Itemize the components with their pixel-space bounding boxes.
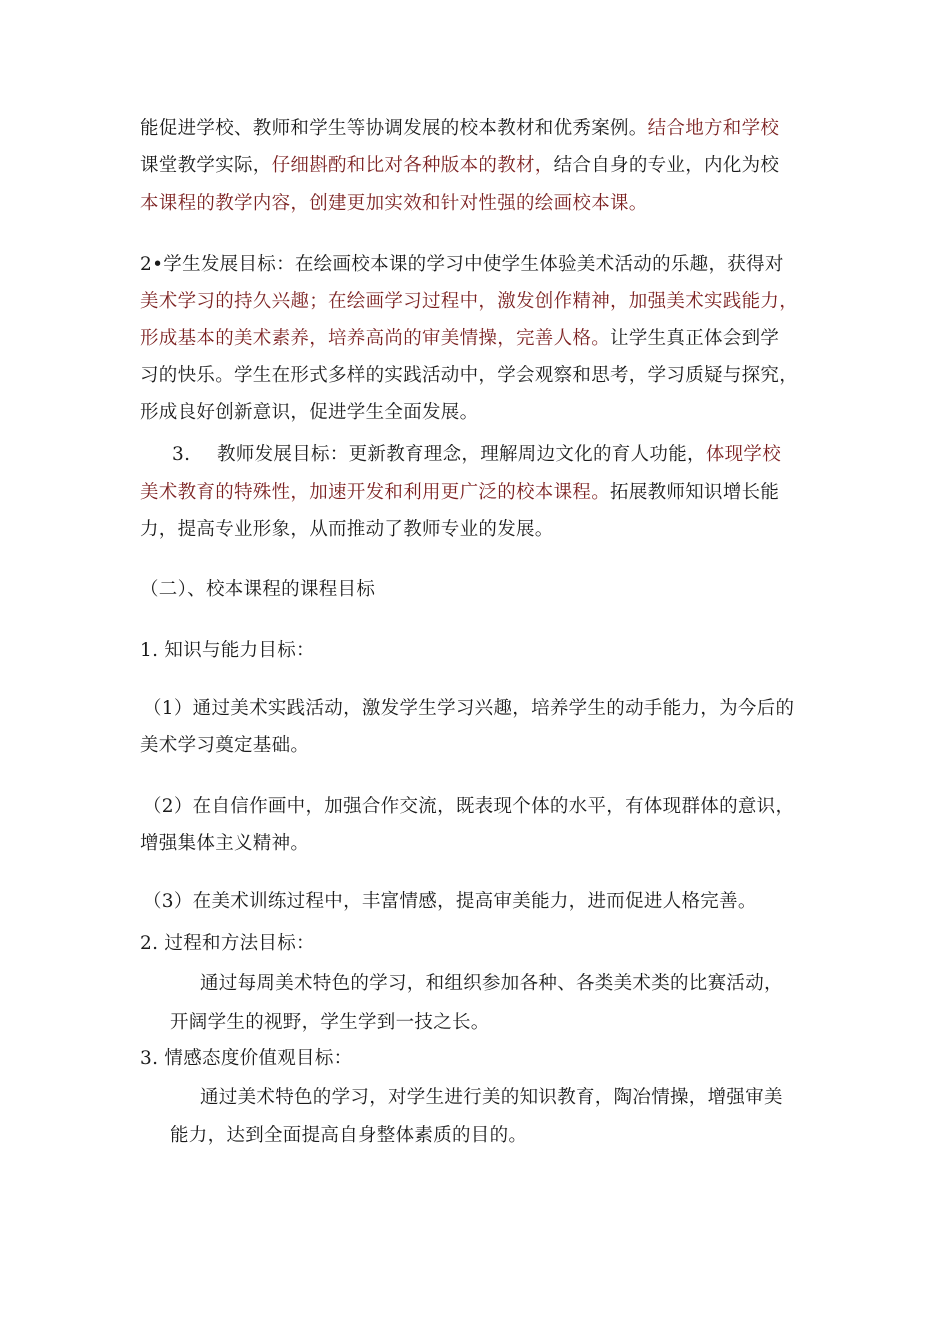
para3-number: 3. [172,444,191,465]
para1-line2-b: 仔细斟酌和比对各种版本的教材， [271,155,554,176]
para1-line1-b: 结合地方和学校 [647,118,780,139]
emotion-line2: 能力，达到全面提高自身整体素质的目的。 [170,1125,528,1146]
para2-line2: 美术学习的持久兴趣；在绘画学习过程中，激发创作精神，加强美术实践能力， [140,291,799,312]
para2-line3-b: 让学生真正体会到学 [610,328,780,349]
para3-line2-a: 美术教育的特殊性，加速开发和利用更广泛的校本课程。 [140,482,611,503]
knowledge-item1-line1: （1）通过美术实践活动，激发学生学习兴趣，培养学生的动手能力，为今后的 [143,698,795,719]
para2-line3-a: 形成基本的美术素养，培养高尚的审美情操，完善人格。 [140,328,611,349]
process-line2: 开阔学生的视野，学生学到一技之长。 [170,1012,490,1033]
para2-line3 [140,327,779,351]
para3-line2-b: 拓展教师知识增长能 [610,482,780,503]
para1-line2 [140,154,779,178]
emotion-line1: 通过美术特色的学习，对学生进行美的知识教育，陶冶情操，增强审美 [200,1087,783,1108]
para3-line1-b: 体现学校 [705,444,782,465]
process-line1: 通过每周美术特色的学习，和组织参加各种、各类美术类的比赛活动， [200,973,783,994]
knowledge-item2-line1: （2）在自信作画中，加强合作交流，既表现个体的水平，有体现群体的意识， [143,796,795,817]
knowledge-item3-line1: （3）在美术训练过程中，丰富情感，提高审美能力，进而促进人格完善。 [143,891,757,912]
para1-line1-a: 能促进学校、教师和学生等协调发展的校本教材和优秀案例。 [140,118,648,139]
para2-line1: 2•学生发展目标：在绘画校本课的学习中使学生体验美术活动的乐趣，获得对 [140,254,784,275]
para2-line5: 形成良好创新意识，促进学生全面发展。 [140,402,479,423]
knowledge-item2-line2: 增强集体主义精神。 [140,833,310,854]
process-heading: 2. 过程和方法目标： [140,933,315,954]
para1-line2-c: 结合自身的专业，内化为校 [553,155,780,176]
knowledge-heading: 1. 知识与能力目标： [140,640,315,661]
para3-line2 [140,481,779,505]
para3-line1 [217,443,781,467]
section2-heading: （二）、校本课程的课程目标 [140,579,376,600]
knowledge-item1-line2: 美术学习奠定基础。 [140,735,310,756]
para2-line4: 习的快乐。学生在形式多样的实践活动中，学会观察和思考，学习质疑与探究， [140,365,799,386]
para1-line3: 本课程的教学内容，创建更加实效和针对性强的绘画校本课。 [140,193,648,214]
para1-line2-a: 课堂教学实际， [140,155,272,176]
para3-line3: 力，提高专业形象，从而推动了教师专业的发展。 [140,519,554,540]
para3-line1-a: 教师发展目标：更新教育理念，理解周边文化的育人功能， [217,444,706,465]
emotion-heading: 3. 情感态度价值观目标： [140,1048,353,1069]
para1-line1 [140,117,779,141]
